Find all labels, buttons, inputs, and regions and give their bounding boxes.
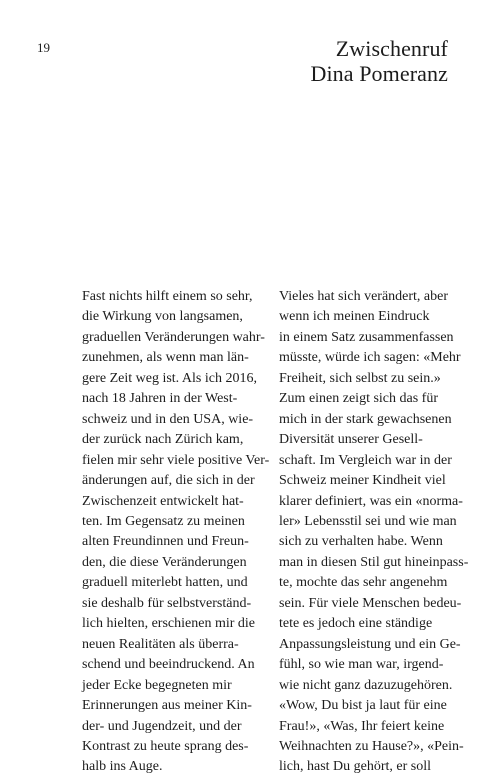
text-line: man in diesen Stil gut hineinpass- <box>279 554 469 570</box>
text-line: Weihnachten zu Hause?», «Pein- <box>279 738 464 754</box>
text-line: halb ins Auge. <box>82 759 163 775</box>
text-line: sie deshalb für selbstverständ- <box>82 595 252 611</box>
text-line: nach 18 Jahren in der West- <box>82 391 238 407</box>
page-number: 19 <box>37 40 50 55</box>
text-line: Schweiz meiner Kindheit viel <box>279 473 446 489</box>
text-line: tete es jedoch eine ständige <box>279 616 433 632</box>
text-line: graduellen Veränderungen wahr- <box>82 329 265 345</box>
author-name: Dina Pomeranz <box>310 61 448 86</box>
text-line: Freiheit, sich selbst zu sein.» <box>279 370 441 386</box>
text-line: ten. Im Gegensatz zu meinen <box>82 513 245 529</box>
text-line: Diversität unserer Gesell- <box>279 432 423 448</box>
text-line: der zurück nach Zürich kam, <box>82 432 244 448</box>
text-line: wenn ich meinen Eindruck <box>279 309 430 325</box>
text-line: sein. Für viele Menschen bedeu- <box>279 595 462 611</box>
text-line: Vieles hat sich verändert, aber <box>279 289 449 304</box>
text-line: fielen mir sehr viele positive Ver- <box>82 452 270 468</box>
text-line: mich in der stark gewachsenen <box>279 411 452 427</box>
text-line: schend und beeindruckend. An <box>82 657 255 673</box>
text-line: te, mochte das sehr angenehm <box>279 575 448 591</box>
text-line: zunehmen, als wenn man län- <box>82 350 249 366</box>
text-line: graduell miterlebt hatten, und <box>82 575 248 591</box>
section-title: Zwischenruf <box>335 36 448 61</box>
text-line: änderungen auf, die sich in der <box>82 473 255 489</box>
text-column-left <box>82 287 270 778</box>
text-line: ler» Lebensstil sei und wie man <box>279 513 457 529</box>
text-line: Zwischenzeit entwickelt hat- <box>82 493 244 509</box>
text-line: die Wirkung von langsamen, <box>82 309 243 325</box>
text-line: fühl, so wie man war, irgend- <box>279 657 444 673</box>
text-line: schaft. Im Vergleich war in der <box>279 452 452 468</box>
text-line: neuen Realitäten als überra- <box>82 636 239 652</box>
text-line: sich zu verhalten habe. Wenn <box>279 534 443 550</box>
text-line: wie nicht ganz dazuzugehören. <box>279 677 453 693</box>
text-line: den, die diese Veränderungen <box>82 554 247 570</box>
text-line: schweiz und in den USA, wie- <box>82 411 254 427</box>
text-line: Kontrast zu heute sprang des- <box>82 738 249 754</box>
text-column-right <box>279 287 475 778</box>
text-line: der- und Jugendzeit, und der <box>82 718 242 734</box>
text-line: alten Freundinnen und Freun- <box>82 534 249 550</box>
text-line: Erinnerungen aus meiner Kin- <box>82 698 252 714</box>
article-header <box>188 36 448 86</box>
text-line: gere Zeit weg ist. Als ich 2016, <box>82 370 257 386</box>
text-line: Frau!», «Was, Ihr feiert keine <box>279 718 445 734</box>
text-line: Fast nichts hilft einem so sehr, <box>82 289 253 304</box>
text-line: jeder Ecke begegneten mir <box>82 677 232 693</box>
text-line: klarer definiert, was ein «norma- <box>279 493 463 509</box>
text-line: Zum einen zeigt sich das für <box>279 391 439 407</box>
text-line: «Wow, Du bist ja laut für eine <box>279 698 447 714</box>
text-line: lich hielten, erschienen mir die <box>82 616 255 632</box>
text-line: Anpassungsleistung und ein Ge- <box>279 636 461 652</box>
text-line: lich, hast Du gehört, er soll <box>279 759 432 775</box>
text-line: müsste, würde ich sagen: «Mehr <box>279 350 461 366</box>
text-line: in einem Satz zusammenfassen <box>279 329 454 345</box>
